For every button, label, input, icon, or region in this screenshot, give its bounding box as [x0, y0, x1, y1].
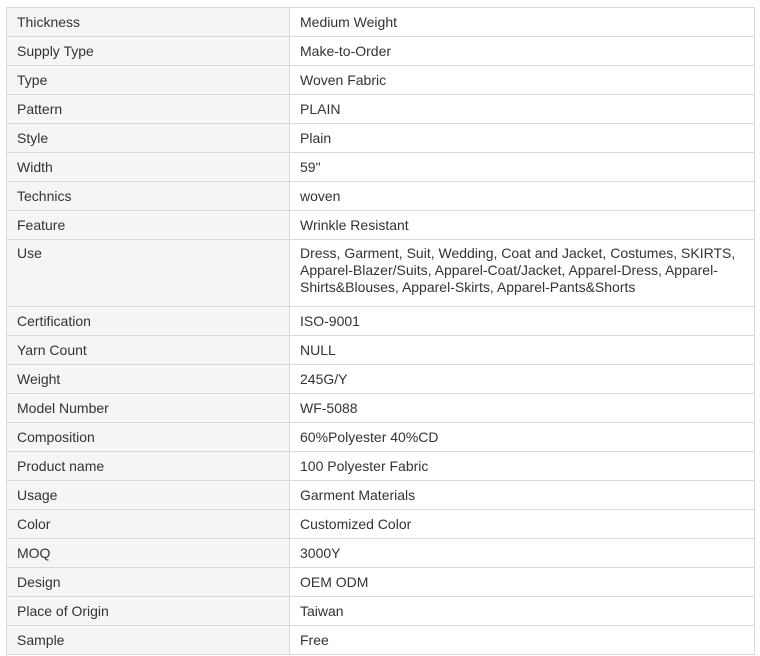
table-row: [7, 394, 755, 423]
spec-value: OEM ODM: [290, 568, 755, 597]
spec-value: ISO-9001: [290, 307, 755, 336]
spec-label: Composition: [7, 423, 290, 452]
spec-label: Usage: [7, 481, 290, 510]
spec-value: Plain: [290, 124, 755, 153]
spec-label: Design: [7, 568, 290, 597]
spec-label: Yarn Count: [7, 336, 290, 365]
table-row: [7, 124, 755, 153]
spec-value: Wrinkle Resistant: [290, 211, 755, 240]
table-row: [7, 182, 755, 211]
spec-label: Product name: [7, 452, 290, 481]
spec-value: 3000Y: [290, 539, 755, 568]
table-row: [7, 597, 755, 626]
spec-value: Garment Materials: [290, 481, 755, 510]
table-row: [7, 336, 755, 365]
spec-label: Color: [7, 510, 290, 539]
spec-label: Use: [7, 240, 290, 307]
spec-label: Sample: [7, 626, 290, 655]
spec-label: Feature: [7, 211, 290, 240]
spec-label: MOQ: [7, 539, 290, 568]
table-row: [7, 95, 755, 124]
spec-label: Width: [7, 153, 290, 182]
spec-value: Customized Color: [290, 510, 755, 539]
spec-value: 245G/Y: [290, 365, 755, 394]
table-row: [7, 211, 755, 240]
table-row: [7, 452, 755, 481]
table-row: [7, 37, 755, 66]
table-row: [7, 510, 755, 539]
table-row: [7, 423, 755, 452]
spec-value: woven: [290, 182, 755, 211]
spec-value: Taiwan: [290, 597, 755, 626]
spec-label: Style: [7, 124, 290, 153]
table-row: [7, 626, 755, 655]
spec-value: WF-5088: [290, 394, 755, 423]
spec-value: 60%Polyester 40%CD: [290, 423, 755, 452]
table-row: [7, 481, 755, 510]
spec-label: Certification: [7, 307, 290, 336]
spec-value: 59": [290, 153, 755, 182]
table-row: [7, 539, 755, 568]
spec-value: Medium Weight: [290, 8, 755, 37]
spec-label: Thickness: [7, 8, 290, 37]
spec-value: Dress, Garment, Suit, Wedding, Coat and Jacket, Costumes, SKIRTS, Apparel-Blazer/Suits, Apparel-Coat/Jacket, Apparel-Dress, Apparel-Shirts&Blouses, Apparel-Skirts, Apparel-Pants&Shorts: [290, 240, 755, 307]
table-row: [7, 365, 755, 394]
spec-value: Free: [290, 626, 755, 655]
table-row: [7, 240, 755, 307]
table-row: [7, 568, 755, 597]
spec-value: Woven Fabric: [290, 66, 755, 95]
spec-value: 100 Polyester Fabric: [290, 452, 755, 481]
spec-label: Supply Type: [7, 37, 290, 66]
spec-value: NULL: [290, 336, 755, 365]
table-row: [7, 307, 755, 336]
spec-label: Type: [7, 66, 290, 95]
table-row: [7, 153, 755, 182]
spec-label: Technics: [7, 182, 290, 211]
product-spec-table: [6, 7, 755, 655]
spec-label: Place of Origin: [7, 597, 290, 626]
spec-value: PLAIN: [290, 95, 755, 124]
table-row: [7, 8, 755, 37]
spec-label: Pattern: [7, 95, 290, 124]
table-row: [7, 66, 755, 95]
spec-label: Weight: [7, 365, 290, 394]
spec-label: Model Number: [7, 394, 290, 423]
spec-value: Make-to-Order: [290, 37, 755, 66]
